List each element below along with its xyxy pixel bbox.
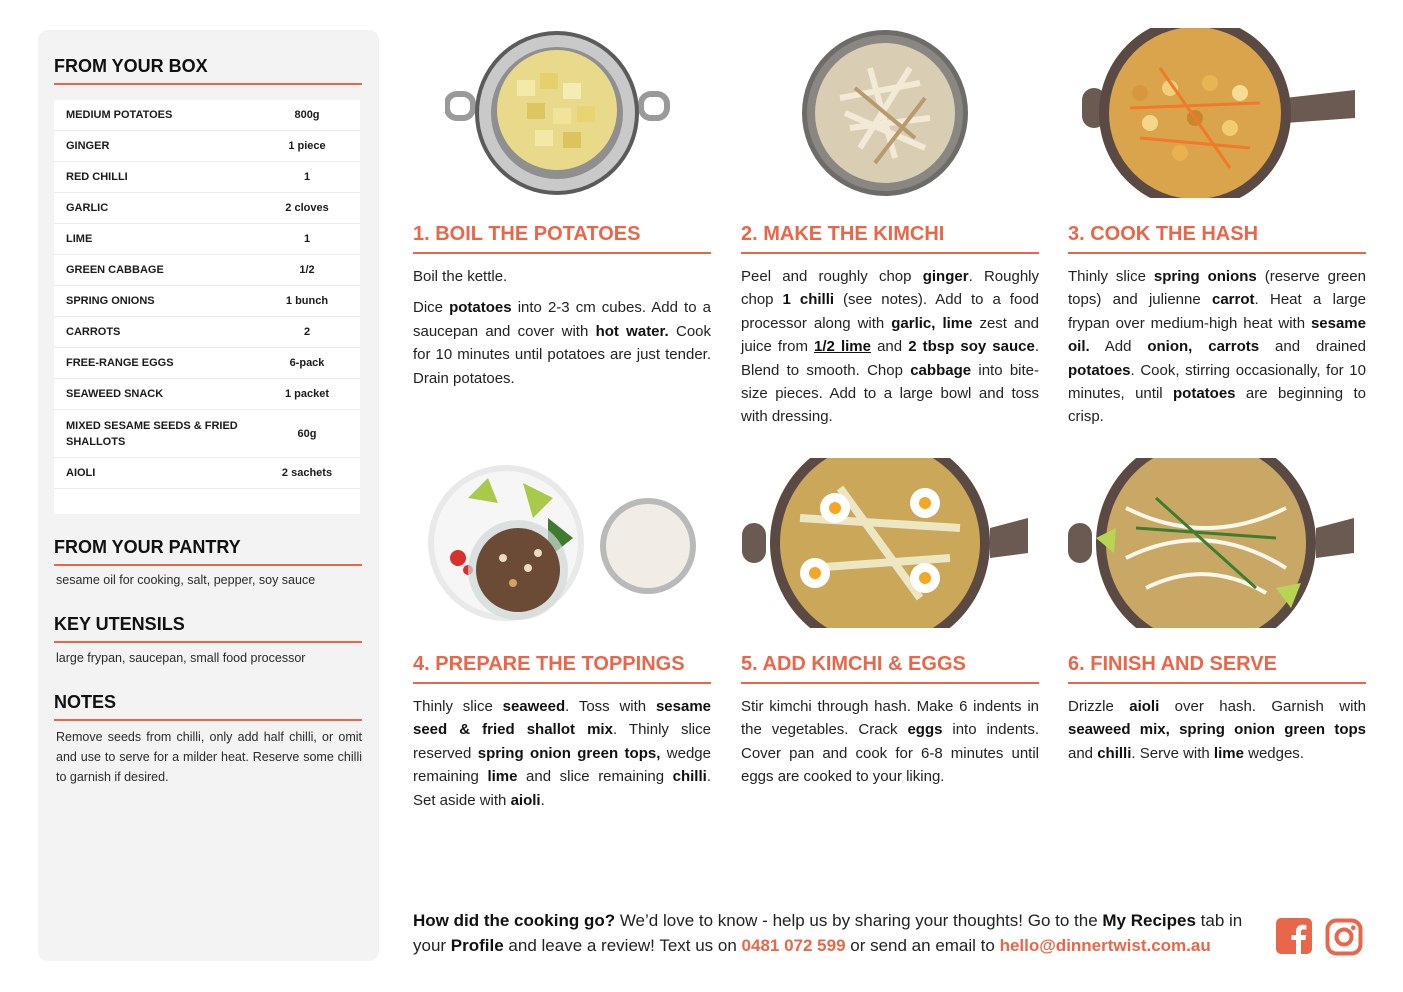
from-your-pantry-heading: FROM YOUR PANTRY: [54, 537, 362, 566]
step-4-instructions: [413, 695, 711, 820]
footer-text-1: We’d love to know - help us by sharing your thoughts! Go to the: [615, 911, 1103, 930]
instruction-text: . Thinly slice reserved: [413, 721, 711, 762]
step-4-title: 4. PREPARE THE TOPPINGS: [413, 653, 711, 684]
step-2-instructions: [741, 265, 1039, 437]
ingredient-row: [54, 379, 360, 410]
ingredient-qty: 1 piece: [288, 140, 326, 152]
facebook-icon[interactable]: [1276, 918, 1314, 956]
step-6-photo: [1066, 458, 1356, 628]
instruction-text: Drizzle: [1068, 698, 1130, 715]
instruction-text: into 2-3 cm cubes. Add to a saucepan and cover with: [413, 299, 711, 340]
instruction-text: wedges.: [1243, 744, 1304, 762]
instruction-text: .: [540, 791, 545, 809]
instruction-ingredient: onion, carrots: [1147, 338, 1260, 356]
notes-heading: NOTES: [54, 692, 362, 721]
ingredient-row: [54, 162, 360, 193]
ingredient-qty: 1: [303, 233, 311, 245]
ingredients-sidebar: [38, 30, 379, 961]
instruction-text: Stir kimchi through hash. Make 6 indents in the vegetables. Crack: [741, 698, 1039, 739]
step-5-photo: [740, 458, 1030, 628]
ingredient-row: [54, 131, 360, 162]
instruction-ingredient: 1 chilli: [782, 291, 835, 309]
instruction-ingredient: spring onions: [1153, 268, 1257, 285]
instruction-ingredient: cabbage: [910, 361, 972, 379]
instruction-underlined: 1/2 lime: [814, 338, 871, 356]
footer-my-recipes: My Recipes: [1102, 911, 1196, 930]
ingredient-row: [54, 100, 360, 131]
step-5-instructions: [741, 695, 1039, 797]
instruction-ingredient: 2 tbsp soy sauce: [908, 338, 1035, 356]
ingredient-name: FREE-RANGE EGGS: [66, 357, 174, 369]
ingredient-qty: 1 bunch: [285, 295, 329, 307]
step-6-title: 6. FINISH AND SERVE: [1068, 653, 1366, 684]
instruction-text: Dice: [413, 299, 450, 317]
ingredient-qty: 2 sachets: [281, 467, 333, 479]
ingredient-qty: 1/2: [299, 264, 315, 276]
step-1-photo: [445, 28, 670, 198]
instruction-ingredient: [814, 338, 871, 355]
instruction-text: and: [870, 338, 909, 356]
instruction-text: . Set aside with: [413, 768, 711, 809]
footer-question: How did the cooking go?: [413, 911, 616, 930]
ingredient-name: GINGER: [66, 140, 110, 152]
from-your-box-heading: FROM YOUR BOX: [54, 56, 362, 85]
step-3-photo: [1080, 28, 1360, 198]
ingredients-table: [54, 100, 360, 514]
ingredient-name: GARLIC: [66, 202, 109, 214]
step-3-title: 3. COOK THE HASH: [1068, 223, 1366, 254]
instruction-paragraph: [741, 695, 1039, 789]
instruction-text: Add: [1089, 338, 1148, 356]
instruction-ingredient: hot water.: [595, 322, 669, 340]
instruction-text: wedge remaining: [413, 744, 711, 786]
ingredient-qty: 1: [303, 171, 311, 183]
instruction-text: . Serve with: [1131, 744, 1214, 762]
footer-text-3: and leave a review! Text us on: [503, 936, 742, 955]
footer-text-4: or send an email to: [845, 936, 1000, 955]
ingredient-qty: 2 cloves: [285, 202, 329, 214]
ingredient-name: CARROTS: [66, 326, 121, 338]
instruction-text: (see notes). Add to a food processor along with: [741, 291, 1040, 332]
instagram-icon[interactable]: [1325, 918, 1363, 956]
instruction-paragraph: [1068, 265, 1366, 429]
step-1-title: 1. BOIL THE POTATOES: [413, 223, 711, 254]
pantry-text: sesame oil for cooking, salt, pepper, soy sauce: [56, 573, 316, 587]
step-3-instructions: [1068, 265, 1366, 437]
instruction-text: and drained: [1259, 338, 1367, 356]
step-6-instructions: [1068, 695, 1366, 773]
instruction-ingredient: aioli: [510, 791, 541, 809]
step-1-instructions: [413, 265, 711, 398]
ingredient-qty: 800g: [294, 109, 320, 121]
instruction-paragraph: [741, 265, 1039, 429]
instruction-text: . Roughly chop: [741, 268, 1039, 309]
ingredient-name: SPRING ONIONS: [66, 295, 155, 307]
instruction-text: are beginning to crisp.: [1068, 385, 1366, 426]
step-2-title: 2. MAKE THE KIMCHI: [741, 223, 1039, 254]
ingredient-name: MIXED SESAME SEEDS & FRIED SHALLOTS: [66, 419, 238, 448]
instruction-text: and: [1068, 744, 1098, 762]
ingredient-row: [54, 255, 360, 286]
ingredient-row: [54, 348, 360, 379]
instruction-ingredient: ginger: [922, 268, 969, 285]
instruction-ingredient: seaweed: [502, 698, 566, 715]
ingredient-qty: 1 packet: [284, 388, 330, 400]
instruction-ingredient: potatoes: [449, 299, 512, 317]
instruction-text: zest and juice from: [741, 314, 1039, 356]
instruction-ingredient: sesame oil.: [1068, 314, 1366, 356]
ingredient-qty: 6-pack: [289, 357, 325, 369]
instruction-ingredient: lime: [487, 768, 518, 786]
instruction-text: . Heat a large frypan over medium-high heat with: [1068, 291, 1366, 332]
instruction-text: . Blend to smooth. Chop: [741, 338, 1039, 379]
ingredient-row: [54, 224, 360, 255]
step-2-photo: [800, 28, 970, 198]
ingredient-name: GREEN CABBAGE: [66, 264, 164, 276]
instruction-ingredient: aioli: [1129, 698, 1160, 715]
ingredient-name: MEDIUM POTATOES: [66, 109, 173, 121]
ingredient-row: [54, 410, 360, 458]
ingredient-row: [54, 193, 360, 224]
instruction-paragraph: [413, 695, 711, 812]
footer-text-2: tab in your: [413, 911, 1243, 955]
utensils-text: large frypan, saucepan, small food processor: [56, 651, 306, 665]
phone-link[interactable]: 0481 072 599: [741, 936, 846, 955]
email-link[interactable]: hello@dinnertwist.com.au: [999, 936, 1211, 955]
instruction-ingredient: chilli: [1097, 744, 1132, 762]
ingredient-name: LIME: [66, 233, 93, 245]
instruction-text: into indents. Cover pan and cook for 6-8 minutes until eggs are cooked to your liking.: [741, 721, 1039, 786]
instruction-ingredient: chilli: [672, 768, 707, 786]
instruction-paragraph: [413, 265, 711, 288]
ingredient-qty: 60g: [297, 427, 317, 440]
instruction-ingredient: lime: [1213, 744, 1244, 762]
feedback-footer: [413, 908, 1263, 958]
instruction-text: Thinly slice: [1068, 268, 1154, 285]
instruction-ingredient: potatoes: [1173, 385, 1236, 403]
ingredient-row: [54, 458, 360, 489]
instruction-ingredient: garlic, lime: [891, 314, 973, 332]
instruction-text: (reserve green tops) and julienne: [1068, 268, 1366, 309]
instruction-text: . Toss with: [565, 698, 656, 715]
instruction-ingredient: carrot: [1212, 291, 1255, 309]
ingredient-row: [54, 286, 360, 317]
ingredient-qty: 2: [303, 326, 311, 338]
ingredient-name: AIOLI: [66, 467, 96, 479]
step-5-title: 5. ADD KIMCHI & EGGS: [741, 653, 1039, 684]
instruction-ingredient: potatoes: [1068, 361, 1131, 379]
instruction-text: Peel and roughly chop: [741, 268, 923, 285]
instruction-text: Boil the kettle.: [413, 268, 508, 285]
ingredient-name: SEAWEED SNACK: [66, 388, 164, 400]
instruction-paragraph: [1068, 695, 1366, 765]
ingredient-row: [54, 317, 360, 348]
instruction-ingredient: eggs: [907, 721, 943, 739]
instruction-ingredient: spring onion green tops,: [477, 744, 661, 762]
key-utensils-heading: KEY UTENSILS: [54, 614, 362, 643]
instruction-text: into bite-size pieces. Add to a large bowl and toss with dressing.: [741, 361, 1040, 426]
instruction-text: and slice remaining: [517, 768, 673, 786]
instruction-text: Thinly slice: [413, 698, 503, 715]
instruction-text: Cook for 10 minutes until potatoes are just tender. Drain potatoes.: [413, 322, 712, 387]
instruction-paragraph: [413, 296, 711, 390]
instruction-ingredient: seaweed mix, spring onion green tops: [1068, 721, 1366, 739]
step-4-photo: [428, 458, 710, 628]
footer-profile: Profile: [450, 936, 504, 955]
notes-text: Remove seeds from chilli, only add half chilli, or omit and use to serve for a milder heat. Reserve some chilli to garnish if desired.: [56, 730, 362, 784]
instruction-ingredient: sesame seed & fried shallot mix: [413, 698, 712, 739]
ingredient-name: RED CHILLI: [66, 171, 128, 183]
instruction-text: over hash. Garnish with: [1159, 698, 1366, 715]
instruction-text: . Cook, stirring occasionally, for 10 minutes, until: [1068, 361, 1366, 403]
